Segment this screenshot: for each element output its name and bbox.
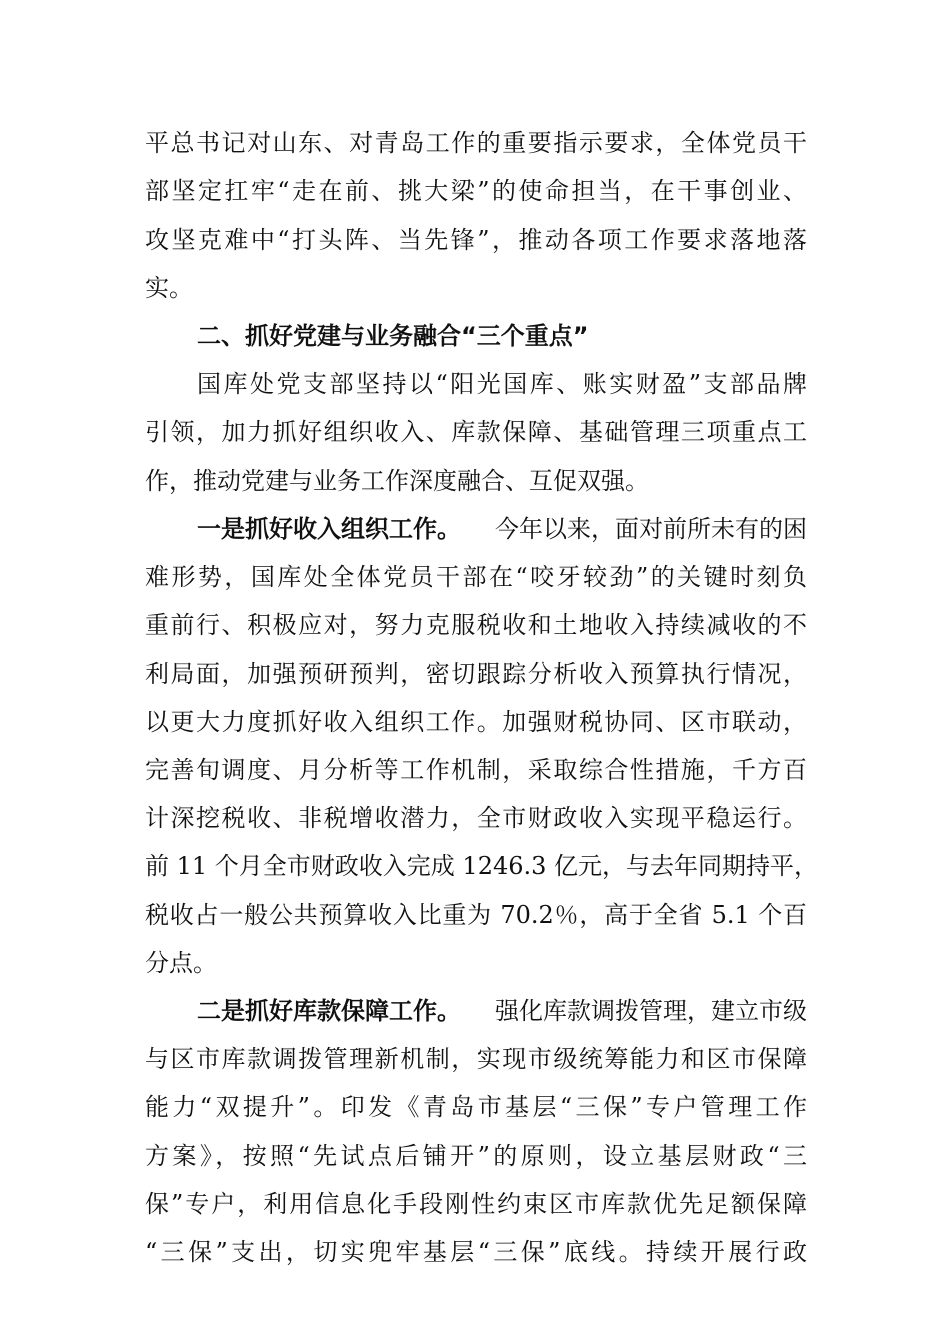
body-line: 分点。	[145, 949, 217, 977]
body-line: 部坚定扛牢“走在前、挑大梁”的使命担当，在干事创业、	[145, 177, 807, 205]
body-line: 作，推动党建与业务工作深度融合、互促双强。	[145, 467, 649, 495]
body-line: 利局面，加强预研预判，密切跟踪分析收入预算执行情况，	[145, 660, 807, 688]
body-line: 平总书记对山东、对青岛工作的重要指示要求，全体党员干	[145, 129, 807, 157]
body-line: 完善旬调度、月分析等工作机制，采取综合性措施，千方百	[145, 756, 807, 784]
body-line: 实。	[145, 274, 193, 302]
body-line: “三保”支出，切实兜牢基层“三保”底线。持续开展行政	[145, 1238, 807, 1266]
body-line: 与区市库款调拨管理新机制，实现市级统筹能力和区市保障	[145, 1045, 807, 1073]
body-text: 今年以来，面对前所未有的困	[495, 515, 807, 543]
body-line: 能力“双提升”。印发《青岛市基层“三保”专户管理工作	[145, 1093, 807, 1121]
body-line: 税收占一般公共预算收入比重为 70.2％，高于全省 5.1 个百	[145, 901, 807, 929]
paragraph-lead-heading: 二是抓好库款保障工作。	[197, 997, 461, 1025]
body-line: 计深挖税收、非税增收潜力，全市财政收入实现平稳运行。	[145, 804, 807, 832]
body-line: 保”专户，利用信息化手段刚性约束区市库款优先足额保障	[145, 1190, 807, 1218]
body-text: 强化库款调拨管理，建立市级	[495, 997, 807, 1025]
body-line: 国库处党支部坚持以“阳光国库、账实财盈”支部品牌	[197, 370, 807, 398]
body-line: 以更大力度抓好收入组织工作。加强财税协同、区市联动，	[145, 708, 807, 736]
body-line: 难形势，国库处全体党员干部在“咬牙较劲”的关键时刻负	[145, 563, 807, 591]
section-heading: 二、抓好党建与业务融合“三个重点”	[197, 322, 589, 350]
paragraph-first-line	[197, 996, 807, 1026]
body-line: 攻坚克难中“打头阵、当先锋”，推动各项工作要求落地落	[145, 226, 807, 254]
paragraph-lead-heading: 一是抓好收入组织工作。	[197, 515, 461, 543]
paragraph-first-line	[197, 514, 807, 544]
body-line: 重前行、积极应对，努力克服税收和土地收入持续减收的不	[145, 611, 807, 639]
body-line: 前 11 个月全市财政收入完成 1246.3 亿元，与去年同期持平，	[145, 852, 819, 880]
body-line: 方案》，按照“先试点后铺开”的原则，设立基层财政“三	[145, 1142, 807, 1170]
body-line: 引领，加力抓好组织收入、库款保障、基础管理三项重点工	[145, 418, 807, 446]
